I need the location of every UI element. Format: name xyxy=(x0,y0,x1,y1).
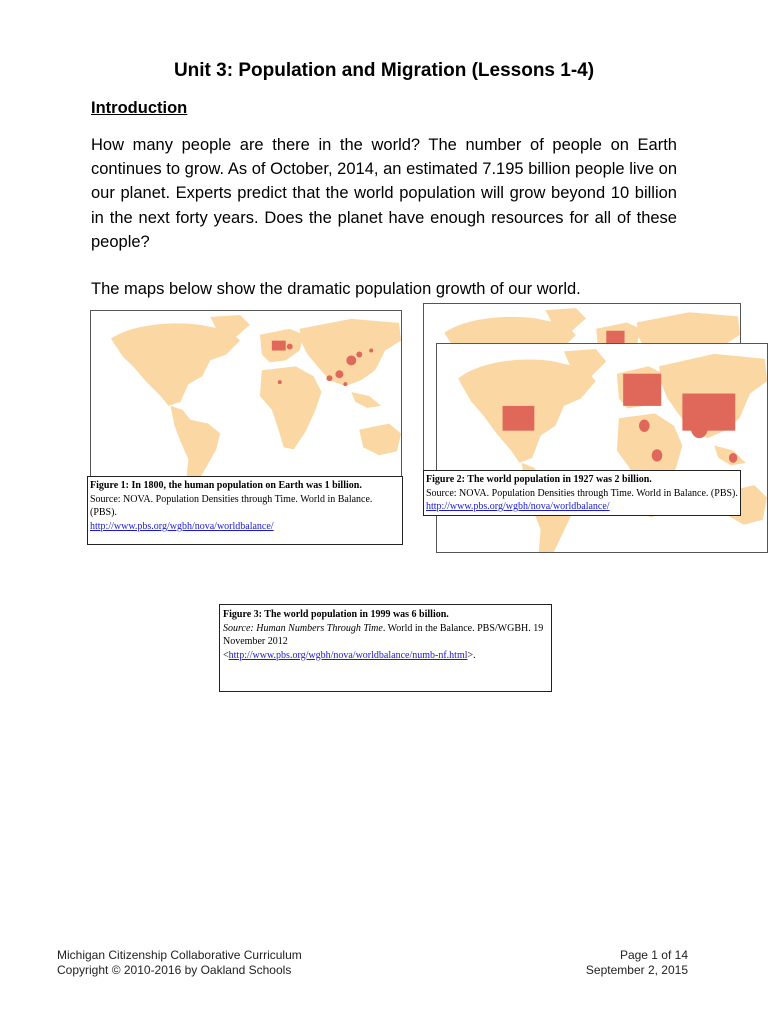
figure-3-source-title: Source: Human Numbers Through Time xyxy=(223,622,383,634)
footer-date: September 2, 2015 xyxy=(585,963,688,977)
figure-3-link[interactable]: http://www.pbs.org/wgbh/nova/worldbalance/numb-nf.html xyxy=(228,649,468,661)
page-title: Unit 3: Population and Migration (Lessons 1-4) xyxy=(173,60,595,81)
footer-org: Michigan Citizenship Collaborative Curriculum xyxy=(57,948,302,962)
figure-2-source: Source: NOVA. Population Densities through Time. World in Balance. (PBS). xyxy=(426,487,738,499)
map-figure-1 xyxy=(90,310,402,478)
footer-copyright: Copyright © 2010-2016 by Oakland Schools xyxy=(57,963,292,977)
figure-3-source-rest: . World in the Balance. PBS/WGBH. 19 November 2012 xyxy=(223,622,544,647)
footer-right xyxy=(586,948,688,978)
section-heading: Introduction xyxy=(91,99,188,117)
figure-3-label: Figure 3: xyxy=(223,609,262,620)
maps-lead-text: The maps below show the dramatic population growth of our world. xyxy=(91,280,581,298)
figure-1-label: Figure 1: xyxy=(90,480,129,491)
figure-1-caption xyxy=(87,476,403,545)
figure-1-link[interactable]: http://www.pbs.org/wgbh/nova/worldbalance/ xyxy=(90,520,274,532)
figure-3-link-prefix: < xyxy=(223,649,229,661)
figure-1-title: In 1800, the human population on Earth was 1 billion. xyxy=(128,480,362,491)
figure-1-source: Source: NOVA. Population Densities through Time. World in Balance. (PBS). xyxy=(90,493,373,518)
figure-2-caption xyxy=(423,470,741,516)
figure-3-caption xyxy=(219,604,552,692)
figure-3-title: The world population in 1999 was 6 billion. xyxy=(261,609,449,620)
map-figure-3 xyxy=(436,343,768,553)
footer-left xyxy=(57,948,302,978)
figure-2-title: The world population in 1927 was 2 billion. xyxy=(464,474,652,485)
figure-2-label: Figure 2: xyxy=(426,474,465,485)
intro-paragraph: How many people are there in the world? The number of people on Earth continues to grow. As of October, 2014, an estimated 7.195 billion people live on our planet. Experts predict that the world population will grow beyond 10 billion in the next forty years. Does the planet have enough resources for all of these people? xyxy=(91,136,677,251)
footer-page-number: Page 1 of 14 xyxy=(619,948,688,962)
figure-2-link[interactable]: http://www.pbs.org/wgbh/nova/worldbalance/ xyxy=(426,501,610,512)
figure-3-link-suffix: >. xyxy=(467,649,476,661)
